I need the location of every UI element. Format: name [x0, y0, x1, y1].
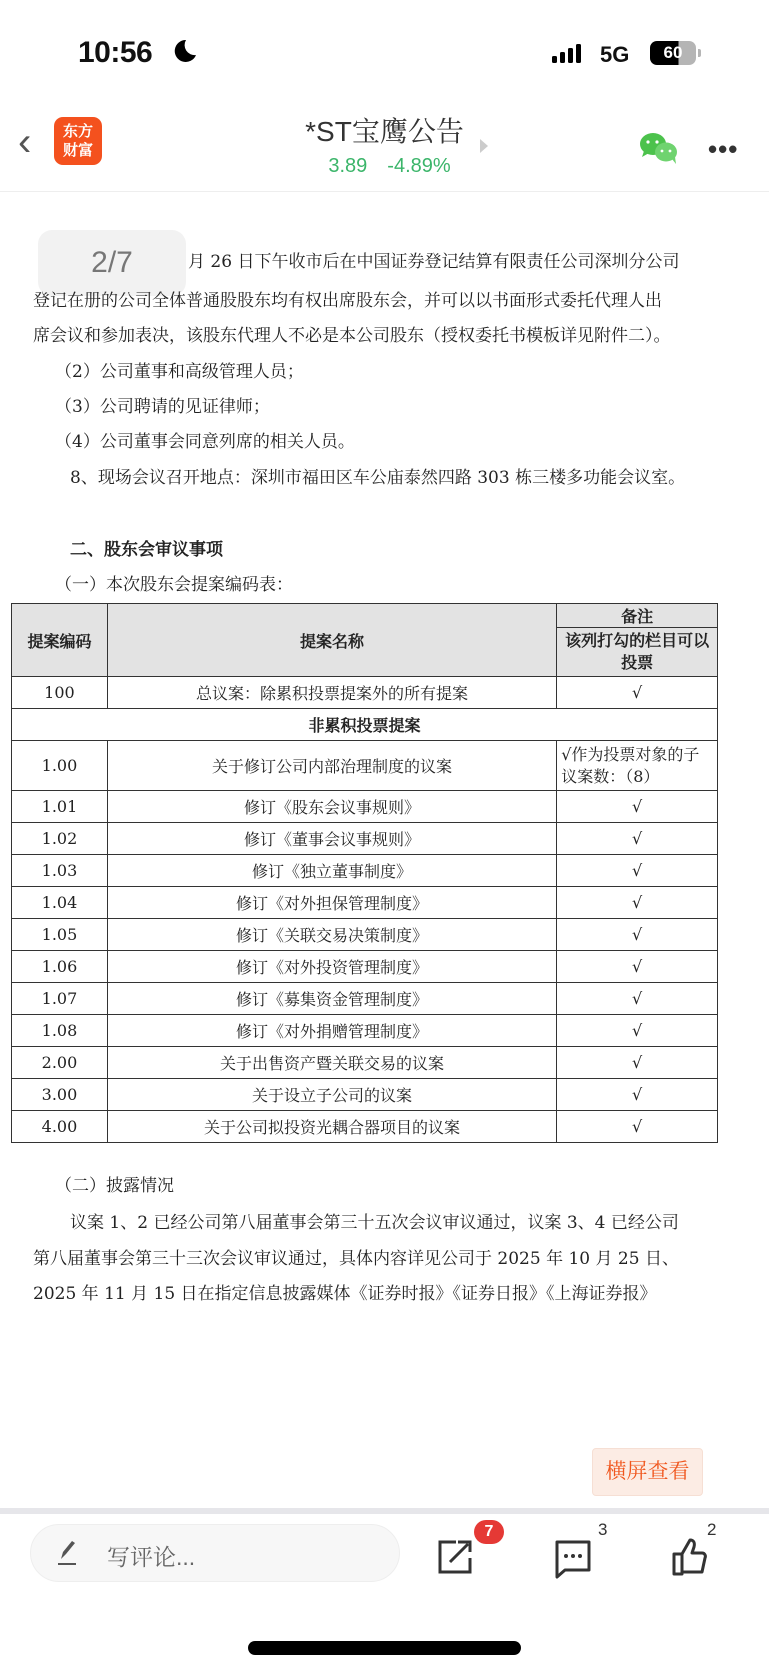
cell-remark: √ — [557, 791, 718, 823]
cell-code: 1.01 — [12, 791, 108, 823]
doc-line: 议案 1、2 已经公司第八届董事会第三十五次会议审议通过，议案 3、4 已经公司 — [70, 1213, 679, 1233]
table-row — [12, 1079, 718, 1111]
share-badge: 7 — [474, 1520, 504, 1544]
back-button[interactable]: ‹ — [18, 120, 32, 164]
table-row — [12, 1015, 718, 1047]
cell-remark: √ — [557, 1047, 718, 1079]
table-row — [12, 855, 718, 887]
cell-name: 修订《董事会议事规则》 — [107, 823, 556, 855]
page-title: *ST宝鹰公告 — [305, 116, 464, 147]
chevron-right-icon[interactable] — [480, 139, 488, 153]
like-icon[interactable] — [670, 1536, 710, 1578]
cell-name: 修订《对外担保管理制度》 — [107, 887, 556, 919]
doc-line: （4）公司董事会同意列席的相关人员。 — [55, 432, 355, 452]
cell-remark: √ — [557, 919, 718, 951]
cell-code: 1.06 — [12, 951, 108, 983]
doc-line: 2025 年 11 月 15 日在指定信息披露媒体《证券时报》《证券日报》《上海证券报》 — [33, 1284, 657, 1304]
cell-code: 1.07 — [12, 983, 108, 1015]
header-remark-sub: 该列打勾的栏目可以投票 — [557, 628, 718, 677]
more-icon[interactable]: ••• — [708, 134, 739, 164]
cell-remark: √ — [557, 823, 718, 855]
doc-line: （2）公司董事和高级管理人员； — [55, 362, 304, 382]
comment-placeholder: 写评论... — [107, 1544, 196, 1570]
cell-name: 修订《股东会议事规则》 — [107, 791, 556, 823]
bottom-divider — [0, 1508, 769, 1514]
cell-remark: √ — [557, 951, 718, 983]
cell-remark: √ — [557, 677, 718, 709]
cell-name: 关于设立子公司的议案 — [107, 1079, 556, 1111]
cell-code: 1.02 — [12, 823, 108, 855]
doc-line: （3）公司聘请的见证律师； — [55, 397, 270, 417]
wechat-share-icon[interactable] — [638, 130, 680, 166]
cell-name: 关于修订公司内部治理制度的议案 — [107, 741, 556, 791]
cell-remark: √ — [557, 1111, 718, 1143]
battery-icon: 60 — [650, 41, 696, 65]
like-count: 2 — [707, 1520, 717, 1539]
cell-code: 1.00 — [12, 741, 108, 791]
cell-code: 4.00 — [12, 1111, 108, 1143]
stock-price: 3.89 — [328, 155, 368, 177]
cell-name: 修订《对外投资管理制度》 — [107, 951, 556, 983]
cell-code: 100 — [12, 677, 108, 709]
cell-name: 关于出售资产暨关联交易的议案 — [107, 1047, 556, 1079]
sub-heading: （二）披露情况 — [55, 1176, 174, 1196]
cell-name: 修订《募集资金管理制度》 — [107, 983, 556, 1015]
cell-code: 1.04 — [12, 887, 108, 919]
doc-line: 8、现场会议召开地点：深圳市福田区车公庙泰然四路 303 栋三楼多功能会议室。 — [70, 468, 686, 488]
table-row — [12, 887, 718, 919]
cell-code: 1.05 — [12, 919, 108, 951]
table-row — [12, 983, 718, 1015]
cell-code: 2.00 — [12, 1047, 108, 1079]
doc-line: 登记在册的公司全体普通股股东均有权出席股东会，并可以以书面形式委托代理人出 — [33, 291, 662, 311]
cell-remark: √ — [557, 983, 718, 1015]
proposal-table — [11, 603, 718, 1143]
cell-remark: √ — [557, 887, 718, 919]
doc-line: 席会议和参加表决，该股东代理人不必是本公司股东（授权委托书模板详见附件二）。 — [33, 326, 671, 346]
page-indicator: 2/7 — [38, 230, 186, 296]
table-row — [12, 951, 718, 983]
cell-code: 3.00 — [12, 1079, 108, 1111]
header-remark: 备注 — [557, 604, 718, 628]
header-name: 提案名称 — [107, 604, 556, 677]
cell-name: 修订《关联交易决策制度》 — [107, 919, 556, 951]
comment-count: 3 — [598, 1520, 608, 1539]
network-type: 5G — [600, 42, 630, 67]
sub-heading: （一）本次股东会提案编码表： — [55, 575, 293, 595]
section-row: 非累积投票提案 — [12, 709, 718, 741]
table-row — [12, 1111, 718, 1143]
cell-remark: √ — [557, 855, 718, 887]
comment-input[interactable] — [30, 1524, 400, 1582]
landscape-view-button[interactable]: 横屏查看 — [592, 1448, 703, 1496]
share-icon[interactable] — [436, 1536, 476, 1578]
doc-line: 第八届董事会第三十三次会议审议通过，具体内容详见公司于 2025 年 10 月 25 日、 — [33, 1249, 679, 1269]
cell-name: 关于公司拟投资光耦合器项目的议案 — [107, 1111, 556, 1143]
cell-remark: √作为投票对象的子议案数：（8） — [557, 741, 718, 791]
cell-code: 1.03 — [12, 855, 108, 887]
cell-code: 1.08 — [12, 1015, 108, 1047]
cell-name: 修订《独立董事制度》 — [107, 855, 556, 887]
table-row — [12, 823, 718, 855]
battery-cap — [698, 49, 701, 57]
doc-line: 月 26 日下午收市后在中国证券登记结算有限责任公司深圳分公司 — [188, 252, 680, 272]
table-row — [12, 741, 718, 791]
stock-change: -4.89% — [387, 155, 451, 177]
header-code: 提案编码 — [12, 604, 108, 677]
section-heading: 二、股东会审议事项 — [70, 540, 223, 560]
signal-icon — [552, 44, 581, 63]
status-time: 10:56 — [78, 36, 153, 69]
header-divider — [0, 191, 769, 192]
cell-name: 修订《对外捐赠管理制度》 — [107, 1015, 556, 1047]
cell-remark: √ — [557, 1015, 718, 1047]
table-row — [12, 919, 718, 951]
cell-remark: √ — [557, 1079, 718, 1111]
app-logo[interactable]: 东方 财富 — [54, 117, 102, 165]
moon-icon — [172, 38, 198, 64]
table-row — [12, 1047, 718, 1079]
home-indicator[interactable] — [248, 1641, 521, 1655]
comment-icon[interactable] — [553, 1538, 593, 1580]
table-row — [12, 791, 718, 823]
pencil-icon — [55, 1539, 81, 1567]
cell-name: 总议案：除累积投票提案外的所有提案 — [107, 677, 556, 709]
